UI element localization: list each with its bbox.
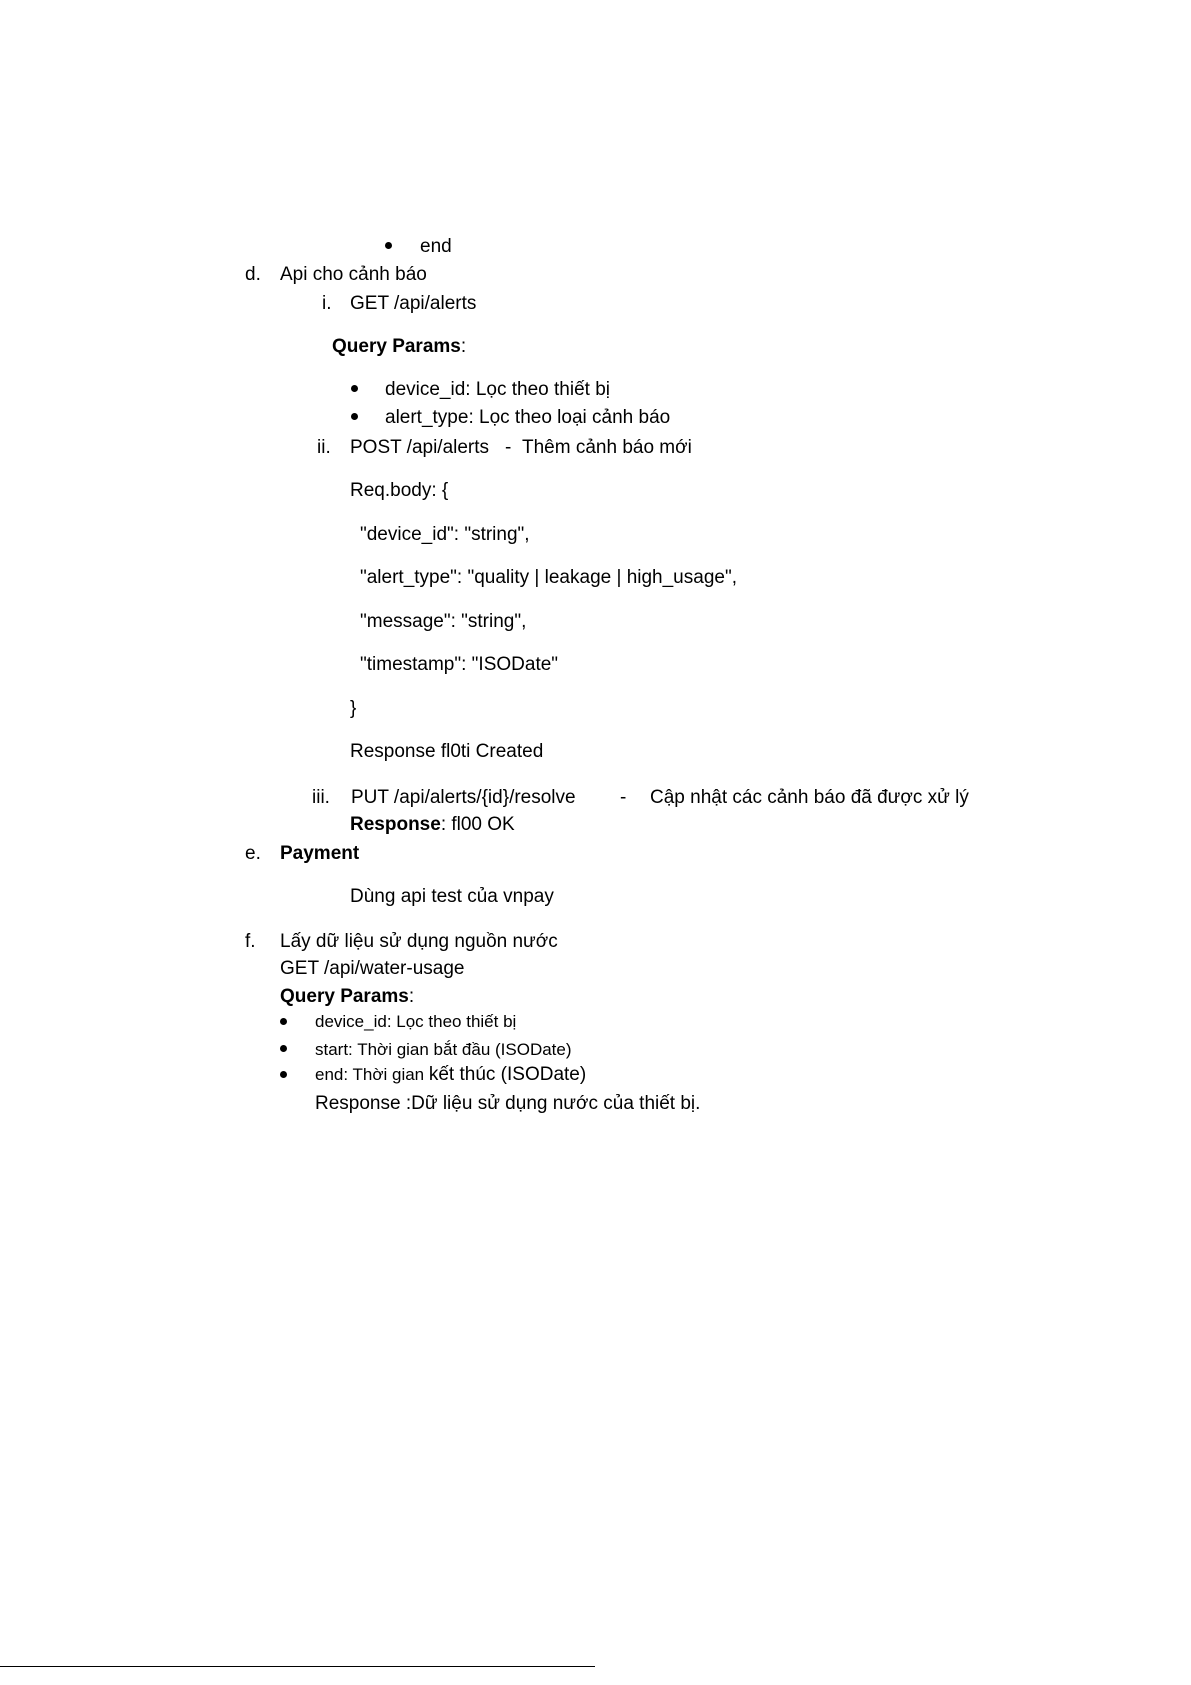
section-f-endpoint: GET /api/water-usage: [280, 958, 465, 979]
item-iii-endpoint: PUT /api/alerts/{id}/resolve: [351, 787, 576, 808]
param-end-part-b: kết thúc (ISODate): [428, 1064, 587, 1085]
response-created: Response fl0ti Created: [350, 741, 544, 762]
query-params-label: Query Params: [332, 336, 461, 357]
req-body-open: Req.body: {: [350, 480, 449, 501]
param-device-id: device_id: Lọc theo thiết bị: [385, 379, 610, 400]
section-f-response: Response :Dữ liệu sử dụng nước của thiết bị.: [315, 1093, 701, 1114]
item-ii-description: Thêm cảnh báo mới: [522, 437, 692, 458]
item-iii-marker: iii.: [312, 787, 330, 808]
req-body-line: "device_id": "string",: [360, 524, 530, 545]
query-params-label: Query Params: [280, 986, 409, 1007]
bullet-dot: [280, 1071, 287, 1078]
req-body-line: "message": "string",: [360, 611, 527, 632]
bullet-dot: [280, 1045, 287, 1052]
section-e-text: Dùng api test của vnpay: [350, 886, 554, 907]
response-ok-line: [350, 815, 515, 834]
response-label: Response: [350, 814, 441, 835]
bullet-dot: [280, 1018, 287, 1025]
item-i-text: GET /api/alerts: [350, 293, 477, 314]
section-f-query-heading: [280, 987, 414, 1006]
response-ok: : fl00 OK: [440, 814, 515, 835]
param-start: start: Thời gian bắt đầu (ISODate): [315, 1040, 572, 1059]
section-f-title: Lấy dữ liệu sử dụng nguồn nước: [280, 931, 558, 952]
item-iii-description: Cập nhật các cảnh báo đã được xử lý: [650, 787, 969, 808]
query-params-heading: [332, 337, 466, 356]
req-body-line: "alert_type": "quality | leakage | high_usage",: [360, 567, 737, 588]
param-end-part-a: end: Thời gian: [315, 1065, 429, 1084]
item-ii-marker: ii.: [317, 437, 331, 458]
query-params-colon: :: [408, 986, 415, 1007]
section-e-title: Payment: [280, 843, 360, 864]
item-ii-endpoint: POST /api/alerts: [350, 437, 490, 458]
bullet-dot: [351, 385, 358, 392]
footer-divider: [0, 1666, 595, 1667]
item-iii-separator: -: [620, 787, 627, 808]
param-end: [315, 1065, 586, 1084]
query-params-colon: :: [460, 336, 467, 357]
param-alert-type: alert_type: Lọc theo loại cảnh báo: [385, 407, 671, 428]
item-ii-separator: -: [505, 437, 512, 458]
param-device-id: device_id: Lọc theo thiết bị: [315, 1012, 517, 1031]
section-d-title: Api cho cảnh báo: [280, 264, 427, 285]
top-bullet-text: end: [420, 236, 452, 257]
item-i-marker: i.: [322, 293, 332, 314]
section-f-marker: f.: [245, 931, 256, 952]
req-body-close: }: [350, 698, 357, 719]
bullet-dot: [385, 242, 392, 249]
bullet-dot: [351, 413, 358, 420]
section-e-marker: e.: [245, 843, 261, 864]
section-d-marker: d.: [245, 264, 261, 285]
req-body-line: "timestamp": "ISODate": [360, 654, 559, 675]
